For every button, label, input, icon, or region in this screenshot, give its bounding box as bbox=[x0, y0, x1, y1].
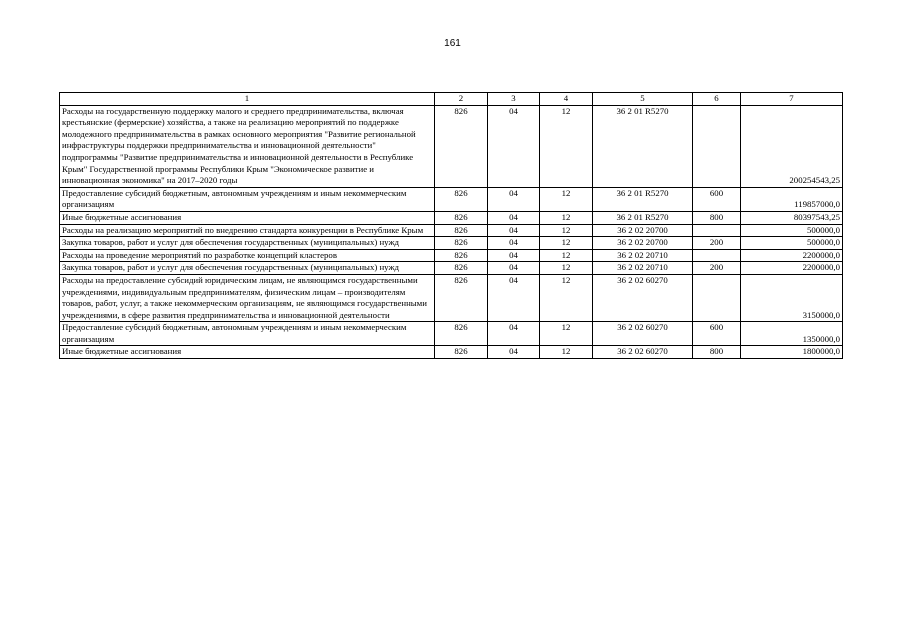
row-section-cell: 04 bbox=[488, 274, 540, 321]
row-amount-cell: 2200000,0 bbox=[741, 249, 843, 262]
row-target-article-cell: 36 2 02 20700 bbox=[593, 224, 693, 237]
row-grbs-cell: 826 bbox=[435, 346, 488, 359]
row-name-cell: Предоставление субсидий бюджетным, автономным учреждениям и иным некоммерческим организациям bbox=[60, 322, 435, 346]
header-col-6: 6 bbox=[693, 93, 741, 106]
row-expense-type-cell: 800 bbox=[693, 346, 741, 359]
row-expense-type-cell bbox=[693, 224, 741, 237]
row-target-article-cell: 36 2 01 R5270 bbox=[593, 187, 693, 211]
table-header-row bbox=[60, 93, 843, 106]
row-name-cell: Расходы на государственную поддержку малого и среднего предпринимательства, включая крестьянские (фермерские) хозяйства, а также на реализацию мероприятий по поддержке молодежного предпринимательства в рамках основного мероприятия "Развитие региональной инфраструктуры поддержки предпринимательства и инновационной деятельности" подпрограммы "Развитие предпринимательства и инновационной деятельности в Республике Крым" Государственной программы Республики Крым "Экономическое развитие и инновационная экономика" на 2017–2020 годы bbox=[60, 105, 435, 187]
table-row bbox=[60, 249, 843, 262]
header-col-5: 5 bbox=[593, 93, 693, 106]
row-target-article-cell: 36 2 02 60270 bbox=[593, 346, 693, 359]
row-section-cell: 04 bbox=[488, 322, 540, 346]
row-amount-cell: 1800000,0 bbox=[741, 346, 843, 359]
row-subsection-cell: 12 bbox=[540, 105, 593, 187]
row-expense-type-cell bbox=[693, 249, 741, 262]
table-row bbox=[60, 237, 843, 250]
row-subsection-cell: 12 bbox=[540, 249, 593, 262]
row-target-article-cell: 36 2 01 R5270 bbox=[593, 105, 693, 187]
header-col-1: 1 bbox=[60, 93, 435, 106]
table-row bbox=[60, 262, 843, 275]
row-section-cell: 04 bbox=[488, 187, 540, 211]
table-row bbox=[60, 105, 843, 187]
row-expense-type-cell bbox=[693, 105, 741, 187]
header-col-3: 3 bbox=[488, 93, 540, 106]
row-target-article-cell: 36 2 01 R5270 bbox=[593, 211, 693, 224]
header-col-7: 7 bbox=[741, 93, 843, 106]
page-number: 161 bbox=[444, 38, 461, 49]
row-amount-cell: 3150000,0 bbox=[741, 274, 843, 321]
row-name-cell: Предоставление субсидий бюджетным, автономным учреждениям и иным некоммерческим организациям bbox=[60, 187, 435, 211]
header-col-2: 2 bbox=[435, 93, 488, 106]
row-subsection-cell: 12 bbox=[540, 346, 593, 359]
row-amount-cell: 200254543,25 bbox=[741, 105, 843, 187]
row-amount-cell: 500000,0 bbox=[741, 237, 843, 250]
row-target-article-cell: 36 2 02 60270 bbox=[593, 322, 693, 346]
table-row bbox=[60, 274, 843, 321]
row-subsection-cell: 12 bbox=[540, 237, 593, 250]
row-target-article-cell: 36 2 02 60270 bbox=[593, 274, 693, 321]
row-section-cell: 04 bbox=[488, 224, 540, 237]
table-row bbox=[60, 322, 843, 346]
row-expense-type-cell: 600 bbox=[693, 322, 741, 346]
row-section-cell: 04 bbox=[488, 105, 540, 187]
row-amount-cell: 500000,0 bbox=[741, 224, 843, 237]
row-subsection-cell: 12 bbox=[540, 187, 593, 211]
row-amount-cell: 119857000,0 bbox=[741, 187, 843, 211]
row-grbs-cell: 826 bbox=[435, 211, 488, 224]
header-col-4: 4 bbox=[540, 93, 593, 106]
row-subsection-cell: 12 bbox=[540, 274, 593, 321]
row-grbs-cell: 826 bbox=[435, 224, 488, 237]
row-section-cell: 04 bbox=[488, 346, 540, 359]
row-subsection-cell: 12 bbox=[540, 322, 593, 346]
row-section-cell: 04 bbox=[488, 262, 540, 275]
row-name-cell: Расходы на предоставление субсидий юридическим лицам, не являющимся государственными учреждениями, индивидуальным предпринимателям, физическим лицам – производителям товаров, работ, услуг, а также некоммерческим организациям, не являющимся государственными учреждениями, в сфере развития предпринимательства и инновационной деятельности bbox=[60, 274, 435, 321]
row-name-cell: Закупка товаров, работ и услуг для обеспечения государственных (муниципальных) нужд bbox=[60, 262, 435, 275]
table-row bbox=[60, 224, 843, 237]
row-grbs-cell: 826 bbox=[435, 274, 488, 321]
row-grbs-cell: 826 bbox=[435, 187, 488, 211]
row-expense-type-cell: 200 bbox=[693, 237, 741, 250]
row-grbs-cell: 826 bbox=[435, 249, 488, 262]
row-amount-cell: 80397543,25 bbox=[741, 211, 843, 224]
row-section-cell: 04 bbox=[488, 211, 540, 224]
row-target-article-cell: 36 2 02 20710 bbox=[593, 262, 693, 275]
budget-table bbox=[59, 92, 843, 359]
row-grbs-cell: 826 bbox=[435, 105, 488, 187]
row-grbs-cell: 826 bbox=[435, 262, 488, 275]
row-subsection-cell: 12 bbox=[540, 211, 593, 224]
row-subsection-cell: 12 bbox=[540, 262, 593, 275]
row-amount-cell: 2200000,0 bbox=[741, 262, 843, 275]
table-row bbox=[60, 346, 843, 359]
row-target-article-cell: 36 2 02 20710 bbox=[593, 249, 693, 262]
table-row bbox=[60, 211, 843, 224]
row-expense-type-cell: 200 bbox=[693, 262, 741, 275]
row-expense-type-cell bbox=[693, 274, 741, 321]
row-target-article-cell: 36 2 02 20700 bbox=[593, 237, 693, 250]
row-grbs-cell: 826 bbox=[435, 322, 488, 346]
row-name-cell: Иные бюджетные ассигнования bbox=[60, 211, 435, 224]
row-section-cell: 04 bbox=[488, 249, 540, 262]
row-section-cell: 04 bbox=[488, 237, 540, 250]
row-name-cell: Расходы на проведение мероприятий по разработке концепций кластеров bbox=[60, 249, 435, 262]
row-subsection-cell: 12 bbox=[540, 224, 593, 237]
row-expense-type-cell: 800 bbox=[693, 211, 741, 224]
row-name-cell: Расходы на реализацию мероприятий по внедрению стандарта конкуренции в Республике Крым bbox=[60, 224, 435, 237]
table-row bbox=[60, 187, 843, 211]
row-expense-type-cell: 600 bbox=[693, 187, 741, 211]
row-grbs-cell: 826 bbox=[435, 237, 488, 250]
row-name-cell: Иные бюджетные ассигнования bbox=[60, 346, 435, 359]
row-name-cell: Закупка товаров, работ и услуг для обеспечения государственных (муниципальных) нужд bbox=[60, 237, 435, 250]
row-amount-cell: 1350000,0 bbox=[741, 322, 843, 346]
